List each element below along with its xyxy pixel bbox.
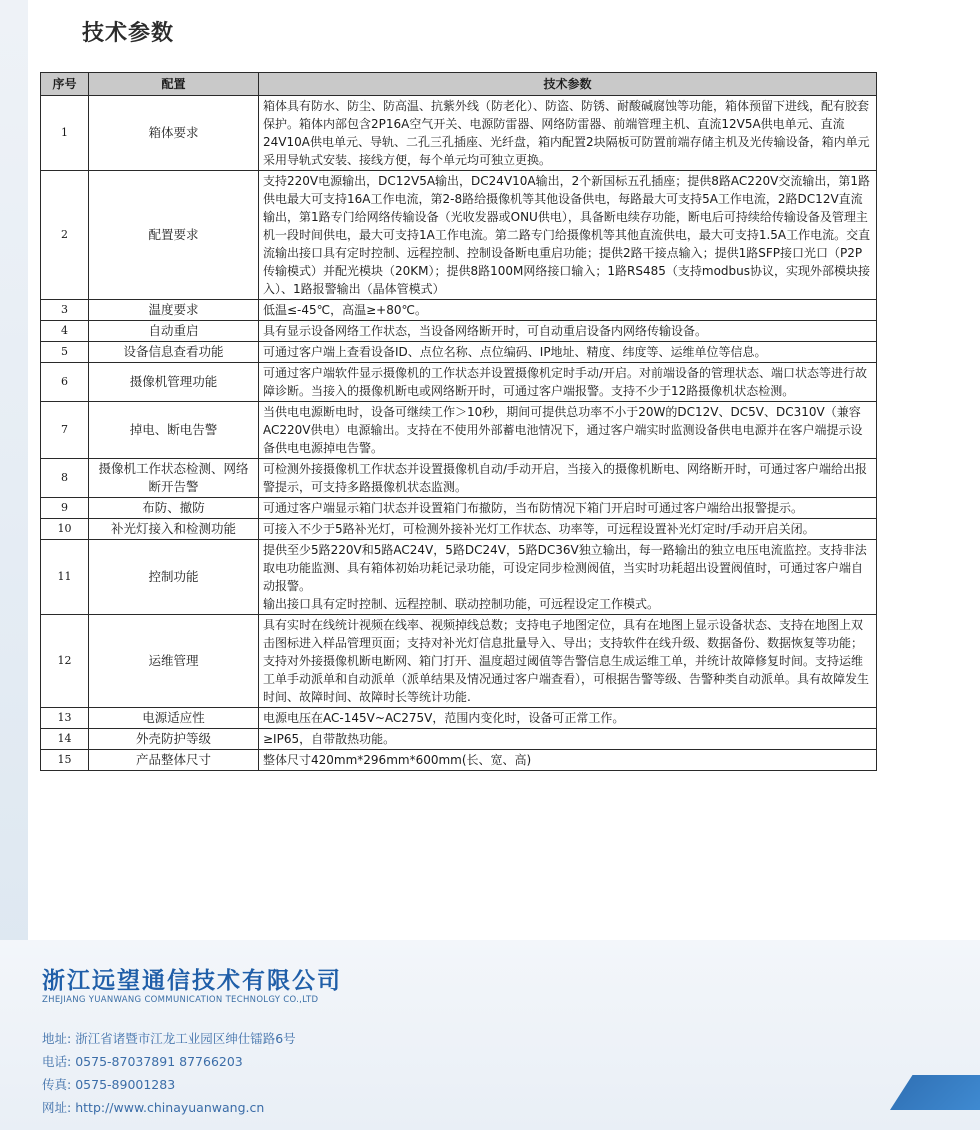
param-paragraph: 可检测外接摄像机工作状态并设置摄像机自动/手动开启，当接入的摄像机断电、网络断开时，可通过客户端给出报警提示，可支持多路摄像机状态监测。 <box>263 462 868 494</box>
row-number: 14 <box>41 729 89 750</box>
spec-table <box>40 72 877 771</box>
param-paragraph: 可通过客户端软件显示摄像机的工作状态并设置摄像机定时手动/开启。对前端设备的管理状态、端口状态等进行故障诊断。当接入的摄像机断电或网络断开时，可通过客户端报警。支持不少于12路摄像机状态检测。 <box>263 366 868 398</box>
row-config: 温度要求 <box>89 300 259 321</box>
param-paragraph: 电源电压在AC-145V~AC275V，范围内变化时，设备可正常工作。 <box>263 711 625 725</box>
table-row <box>41 540 877 615</box>
row-params <box>259 519 877 540</box>
company-name: 浙江远望通信技术有限公司 <box>42 968 342 994</box>
company-name-en: ZHEJIANG YUANWANG COMMUNICATION TECHNOLGY CO.,LTD <box>42 995 319 1005</box>
contact-phone <box>42 1052 243 1070</box>
row-number: 5 <box>41 342 89 363</box>
row-params <box>259 708 877 729</box>
row-params <box>259 363 877 402</box>
web-link[interactable]: http://www.chinayuanwang.cn <box>75 1100 265 1115</box>
row-number: 15 <box>41 750 89 771</box>
row-config: 产品整体尺寸 <box>89 750 259 771</box>
table-row <box>41 402 877 459</box>
row-config: 摄像机工作状态检测、网络断开告警 <box>89 459 259 498</box>
param-paragraph: 当供电电源断电时，设备可继续工作＞10秒，期间可提供总功率不小于20W的DC12V、DC5V、DC310V（兼容AC220V供电）电源输出。支持在不使用外部蓄电池情况下，通过客户端实时监测设备供电电源并在客户端提示设备供电电源掉电告警。 <box>263 405 863 455</box>
row-config: 掉电、断电告警 <box>89 402 259 459</box>
row-number: 2 <box>41 171 89 300</box>
table-row <box>41 729 877 750</box>
param-paragraph: 提供至少5路220V和5路AC24V，5路DC24V，5路DC36V独立输出，每一路输出的独立电压电流监控。支持非法取电功能监测、具有箱体初始功耗记录功能，可设定同步检测阀值，当实时功耗超出设置阀值时，可通过客户端自动报警。 <box>263 543 867 593</box>
param-paragraph: 具有显示设备网络工作状态，当设备网络断开时，可自动重启设备内网络传输设备。 <box>263 324 708 338</box>
address-label: 地址: <box>42 1031 72 1046</box>
row-params <box>259 729 877 750</box>
fax-value: 0575-89001283 <box>75 1077 176 1092</box>
header-no: 序号 <box>41 73 89 96</box>
row-number: 11 <box>41 540 89 615</box>
row-number: 8 <box>41 459 89 498</box>
row-params <box>259 402 877 459</box>
row-config: 自动重启 <box>89 321 259 342</box>
param-paragraph: 整体尺寸420mm*296mm*600mm(长、宽、高) <box>263 753 532 767</box>
row-config: 电源适应性 <box>89 708 259 729</box>
contact-address <box>42 1029 296 1047</box>
row-config: 设备信息查看功能 <box>89 342 259 363</box>
table-row <box>41 363 877 402</box>
row-number: 6 <box>41 363 89 402</box>
row-params <box>259 750 877 771</box>
row-config: 布防、撤防 <box>89 498 259 519</box>
row-params <box>259 96 877 171</box>
row-params <box>259 540 877 615</box>
row-params <box>259 321 877 342</box>
row-number: 4 <box>41 321 89 342</box>
param-paragraph: 具有实时在线统计视频在线率、视频掉线总数；支持电子地图定位，具有在地图上显示设备状态、支持在地图上双击图标进入样品管理页面；支持对补光灯信息批量导入、导出；支持软件在线升级、数据备份、数据恢复等功能；支持对外接摄像机断电断网、箱门打开、温度超过阈值等告警信息生成运维工单，并统计故障修复时间。支持运维工单手动派单和自动派单（派单结果及情况通过客户端查看），可根据告警等级、告警种类自动派单。具有故障发生时间、故障时间、故障时长等统计功能. <box>263 618 870 704</box>
param-paragraph: 可通过客户端上查看设备ID、点位名称、点位编码、IP地址、精度、纬度等、运维单位等信息。 <box>263 345 767 359</box>
row-config: 运维管理 <box>89 615 259 708</box>
web-label: 网址: <box>42 1100 72 1115</box>
table-row <box>41 96 877 171</box>
row-number: 1 <box>41 96 89 171</box>
param-paragraph: ≥IP65，自带散热功能。 <box>263 732 396 746</box>
table-row <box>41 321 877 342</box>
table-row <box>41 171 877 300</box>
page-title: 技术参数 <box>82 21 175 46</box>
header-params: 技术参数 <box>259 73 877 96</box>
phone-value: 0575-87037891 87766203 <box>75 1054 243 1069</box>
table-row <box>41 300 877 321</box>
header-config: 配置 <box>89 73 259 96</box>
row-params <box>259 498 877 519</box>
row-number: 12 <box>41 615 89 708</box>
table-row <box>41 615 877 708</box>
contact-website <box>42 1098 264 1116</box>
row-number: 7 <box>41 402 89 459</box>
row-params <box>259 615 877 708</box>
table-row <box>41 519 877 540</box>
row-params <box>259 300 877 321</box>
fax-label: 传真: <box>42 1077 72 1092</box>
table-row <box>41 459 877 498</box>
row-number: 10 <box>41 519 89 540</box>
row-config: 外壳防护等级 <box>89 729 259 750</box>
table-body <box>41 96 877 771</box>
table-row <box>41 342 877 363</box>
phone-label: 电话: <box>42 1054 72 1069</box>
row-params <box>259 342 877 363</box>
table-row <box>41 750 877 771</box>
address-value: 浙江省诸暨市江龙工业园区绅仕镭路6号 <box>75 1031 296 1046</box>
contact-fax <box>42 1075 175 1093</box>
row-config: 补光灯接入和检测功能 <box>89 519 259 540</box>
row-config: 控制功能 <box>89 540 259 615</box>
row-config: 配置要求 <box>89 171 259 300</box>
param-paragraph: 输出接口具有定时控制、远程控制、联动控制功能，可远程设定工作模式。 <box>263 597 660 611</box>
table-row <box>41 708 877 729</box>
param-paragraph: 可通过客户端显示箱门状态并设置箱门布撤防，当布防情况下箱门开启时可通过客户端给出报警提示。 <box>263 501 804 515</box>
row-number: 9 <box>41 498 89 519</box>
table-row <box>41 498 877 519</box>
param-paragraph: 低温≤-45℃，高温≥+80℃。 <box>263 303 427 317</box>
param-paragraph: 支持220V电源输出，DC12V5A输出，DC24V10A输出，2个新国标五孔插座；提供8路AC220V交流输出，第1路供电最大可支持16A工作电流，第2-8路给摄像机等其他设备供电，每路最大可支持5A工作电流，2路DC12V直流输出，第1路专门给网络传输设备（光收发器或ONU供电），具备断电续存功能，断电后可持续给传输设备及管理主机一段时间供电，最大可支持1A工作电流。第二路专门给摄像机等其他直流供电，最大可支持1.5A工作电流。交直流输出接口具有定时控制、远程控制、控制设备断电重启功能；提供2路干接点输入；提供1路SFP接口光口（P2P传输模式）并配光模块（20KM）；提供8路100M网络接口输入；1路RS485（支持modbus协议，实现外部模块接入）、1路报警输出（晶体管模式） <box>263 174 871 296</box>
row-config: 箱体要求 <box>89 96 259 171</box>
table-header-row <box>41 73 877 96</box>
row-config: 摄像机管理功能 <box>89 363 259 402</box>
row-params <box>259 171 877 300</box>
row-params <box>259 459 877 498</box>
param-paragraph: 箱体具有防水、防尘、防高温、抗紫外线（防老化）、防盗、防锈、耐酸碱腐蚀等功能，箱体预留下进线，配有胶套保护。箱体内部包含2P16A空气开关、电源防雷器、网络防雷器、前端管理主机、直流12V5A供电单元、直流24V10A供电单元、导轨、二孔三孔插座、光纤盘，箱内配置2块隔板可防置前端存储主机及光传输设备，箱内单元采用导轨式安装、接线方便，每个单元均可独立更换。 <box>263 99 870 167</box>
param-paragraph: 可接入不少于5路补光灯，可检测外接补光灯工作状态、功率等，可远程设置补光灯定时/手动开启关闭。 <box>263 522 815 536</box>
row-number: 13 <box>41 708 89 729</box>
row-number: 3 <box>41 300 89 321</box>
